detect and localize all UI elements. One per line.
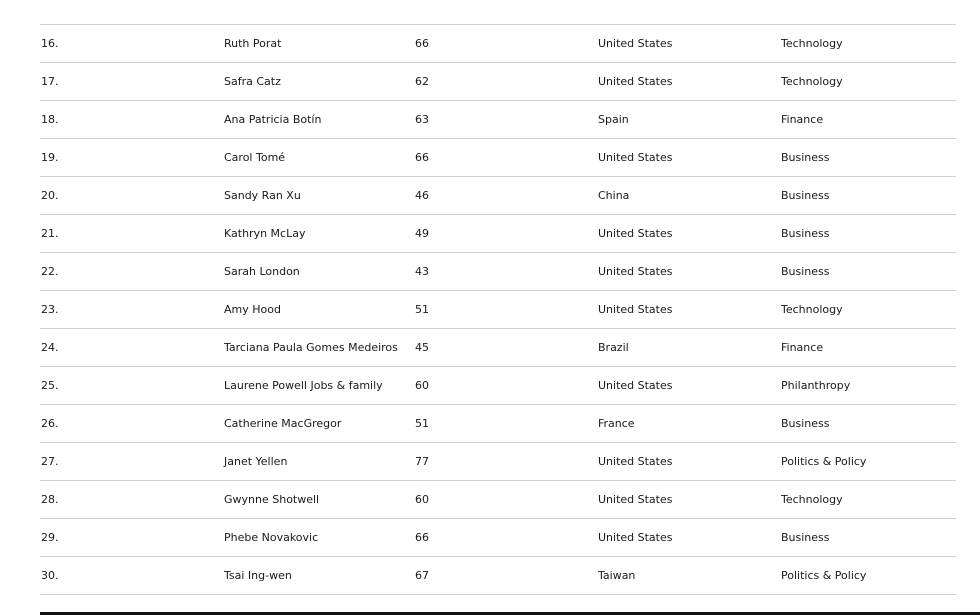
table-row bbox=[40, 139, 956, 177]
age-cell: 66 bbox=[415, 531, 429, 544]
category-cell: Technology bbox=[781, 37, 843, 50]
age-cell: 66 bbox=[415, 151, 429, 164]
name-cell: Catherine MacGregor bbox=[224, 417, 342, 430]
table-row bbox=[40, 215, 956, 253]
rank-cell: 18. bbox=[41, 113, 59, 126]
age-cell: 45 bbox=[415, 341, 429, 354]
country-cell: Brazil bbox=[598, 341, 629, 354]
category-cell: Finance bbox=[781, 341, 824, 354]
name-cell: Amy Hood bbox=[224, 303, 281, 316]
age-cell: 51 bbox=[415, 303, 429, 316]
age-cell: 51 bbox=[415, 417, 429, 430]
country-cell: United States bbox=[598, 75, 673, 88]
country-cell: United States bbox=[598, 455, 673, 468]
table-row bbox=[40, 405, 956, 443]
rank-cell: 28. bbox=[41, 493, 59, 506]
table-row bbox=[40, 101, 956, 139]
category-cell: Business bbox=[781, 151, 830, 164]
category-cell: Technology bbox=[781, 75, 843, 88]
rank-cell: 30. bbox=[41, 569, 59, 582]
table-row bbox=[40, 291, 956, 329]
age-cell: 60 bbox=[415, 493, 429, 506]
name-cell: Janet Yellen bbox=[224, 455, 288, 468]
name-cell: Tsai Ing-wen bbox=[224, 569, 292, 582]
country-cell: China bbox=[598, 189, 630, 202]
ranking-table bbox=[40, 24, 956, 595]
category-cell: Business bbox=[781, 265, 830, 278]
rank-cell: 20. bbox=[41, 189, 59, 202]
name-cell: Ana Patricia Botín bbox=[224, 113, 322, 126]
name-cell: Laurene Powell Jobs & family bbox=[224, 379, 383, 392]
country-cell: United States bbox=[598, 493, 673, 506]
age-cell: 63 bbox=[415, 113, 429, 126]
rank-cell: 29. bbox=[41, 531, 59, 544]
category-cell: Business bbox=[781, 189, 830, 202]
rank-cell: 23. bbox=[41, 303, 59, 316]
name-cell: Safra Catz bbox=[224, 75, 281, 88]
age-cell: 60 bbox=[415, 379, 429, 392]
category-cell: Politics & Policy bbox=[781, 569, 867, 582]
country-cell: Spain bbox=[598, 113, 629, 126]
age-cell: 67 bbox=[415, 569, 429, 582]
name-cell: Phebe Novakovic bbox=[224, 531, 319, 544]
age-cell: 77 bbox=[415, 455, 429, 468]
category-cell: Business bbox=[781, 417, 830, 430]
name-cell: Gwynne Shotwell bbox=[224, 493, 320, 506]
name-cell: Tarciana Paula Gomes Medeiros bbox=[224, 341, 398, 354]
country-cell: United States bbox=[598, 151, 673, 164]
category-cell: Philanthropy bbox=[781, 379, 851, 392]
rank-cell: 26. bbox=[41, 417, 59, 430]
country-cell: United States bbox=[598, 37, 673, 50]
rank-cell: 22. bbox=[41, 265, 59, 278]
rank-cell: 16. bbox=[41, 37, 59, 50]
table-row bbox=[40, 367, 956, 405]
country-cell: Taiwan bbox=[598, 569, 636, 582]
category-cell: Business bbox=[781, 531, 830, 544]
table-row bbox=[40, 557, 956, 595]
name-cell: Sarah London bbox=[224, 265, 300, 278]
age-cell: 62 bbox=[415, 75, 429, 88]
age-cell: 46 bbox=[415, 189, 429, 202]
table-row bbox=[40, 481, 956, 519]
country-cell: United States bbox=[598, 303, 673, 316]
country-cell: United States bbox=[598, 531, 673, 544]
category-cell: Finance bbox=[781, 113, 824, 126]
country-cell: United States bbox=[598, 265, 673, 278]
rank-cell: 21. bbox=[41, 227, 59, 240]
name-cell: Carol Tomé bbox=[224, 151, 286, 164]
table-row bbox=[40, 63, 956, 101]
rank-cell: 27. bbox=[41, 455, 59, 468]
name-cell: Sandy Ran Xu bbox=[224, 189, 301, 202]
category-cell: Politics & Policy bbox=[781, 455, 867, 468]
table-row bbox=[40, 253, 956, 291]
rank-cell: 25. bbox=[41, 379, 59, 392]
category-cell: Technology bbox=[781, 493, 843, 506]
name-cell: Ruth Porat bbox=[224, 37, 282, 50]
rank-cell: 17. bbox=[41, 75, 59, 88]
table-row bbox=[40, 329, 956, 367]
rank-cell: 24. bbox=[41, 341, 59, 354]
age-cell: 43 bbox=[415, 265, 429, 278]
table-row bbox=[40, 177, 956, 215]
table-row bbox=[40, 25, 956, 63]
country-cell: France bbox=[598, 417, 635, 430]
name-cell: Kathryn McLay bbox=[224, 227, 306, 240]
age-cell: 49 bbox=[415, 227, 429, 240]
table-row bbox=[40, 519, 956, 557]
country-cell: United States bbox=[598, 227, 673, 240]
country-cell: United States bbox=[598, 379, 673, 392]
table-row bbox=[40, 443, 956, 481]
rank-cell: 19. bbox=[41, 151, 59, 164]
category-cell: Technology bbox=[781, 303, 843, 316]
category-cell: Business bbox=[781, 227, 830, 240]
age-cell: 66 bbox=[415, 37, 429, 50]
